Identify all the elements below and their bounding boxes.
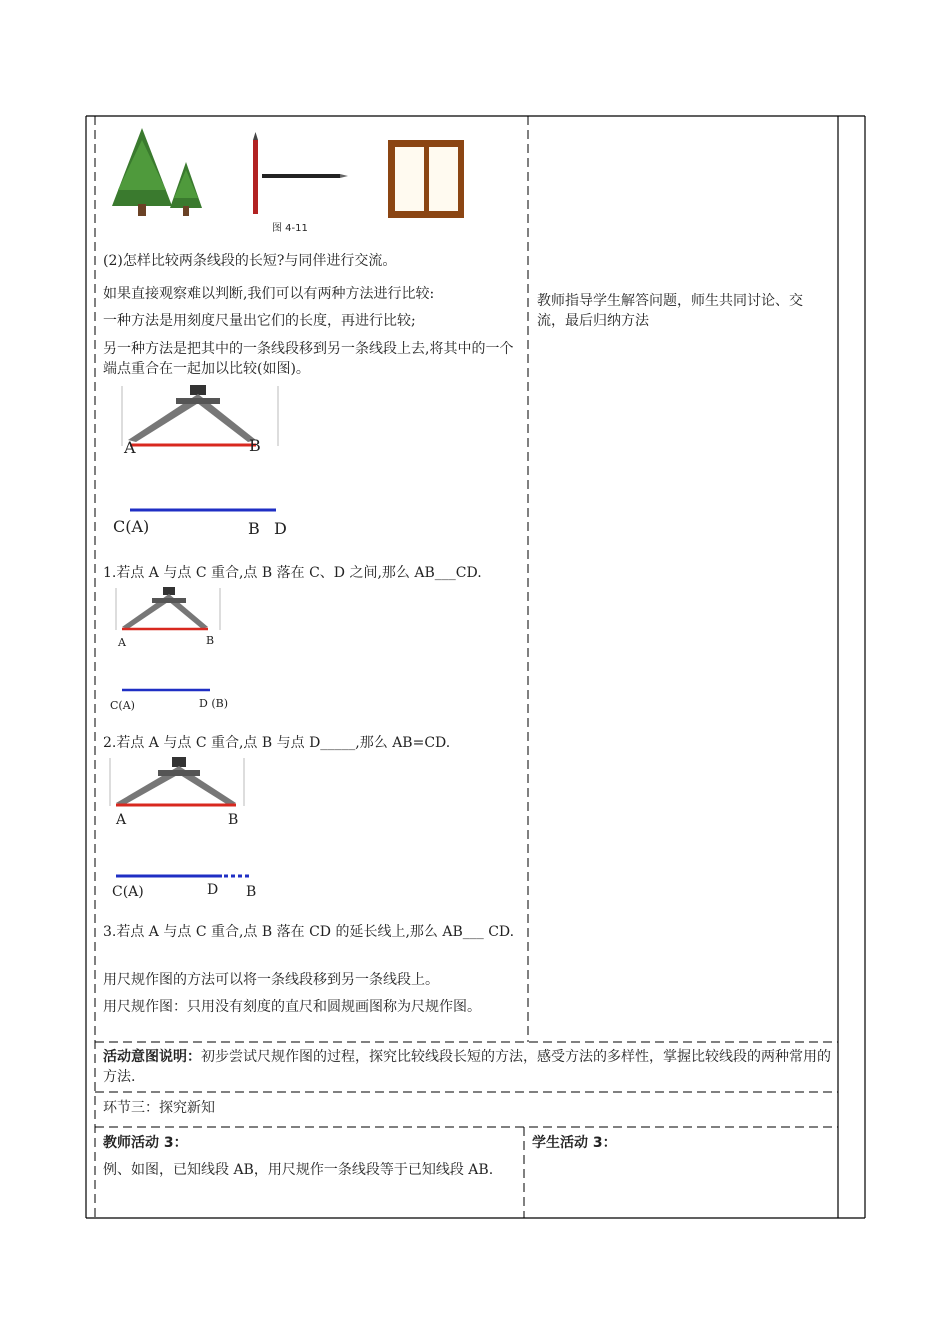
fig3-label-b2: B xyxy=(246,884,257,900)
method2-text: 另一种方法是把其中的一条线段移到另一条线段上去,将其中的一个端点重合在一起加以比较(如图)。 xyxy=(103,341,514,377)
teacher-activity-text: 例、如图，已知线段 AB，用尺规作一条线段等于已知线段 AB. xyxy=(103,1162,494,1178)
note2-text: 用尺规作图：只用没有刻度的直尺和圆规画图称为尺规作图。 xyxy=(103,999,481,1015)
fig1-label-ca: C(A) xyxy=(113,517,150,536)
case1-text: 1.若点 A 与点 C 重合,点 B 落在 C、D 之间,那么 AB___CD. xyxy=(103,565,482,581)
fig1-label-b: B xyxy=(249,436,261,455)
intent-text: 初步尝试尺规作图的过程，探究比较线段长短的方法，感受方法的多样性，掌握比较线段的两种常用的方法. xyxy=(103,1049,831,1085)
section-title: 环节三：探究新知 xyxy=(103,1100,215,1116)
fig3-label-d: D xyxy=(207,882,219,898)
case2-text: 2.若点 A 与点 C 重合,点 B 与点 D_____,那么 AB=CD. xyxy=(103,735,451,751)
student-activity-label: 学生活动 3： xyxy=(532,1135,617,1151)
teacher-activity-label: 教师活动 3： xyxy=(103,1135,188,1151)
question-text: (2)怎样比较两条线段的长短?与同伴进行交流。 xyxy=(103,253,397,269)
case3-text: 3.若点 A 与点 C 重合,点 B 落在 CD 的延长线上,那么 AB___ CD. xyxy=(103,924,515,940)
intent-label: 活动意图说明： xyxy=(103,1049,201,1065)
fig2-label-a: A xyxy=(118,636,126,649)
method1-text: 一种方法是用刻度尺量出它们的长度，再进行比较; xyxy=(103,313,416,329)
fig2-label-b: B xyxy=(206,634,215,647)
compass-icon xyxy=(116,757,236,805)
teacher-guide-text: 教师指导学生解答问题，师生共同讨论、交流，最后归纳方法 xyxy=(537,293,803,329)
fig1-label-d: D xyxy=(274,519,287,538)
fig3-label-b: B xyxy=(228,812,239,828)
note1-text: 用尺规作图的方法可以将一条线段移到另一条线段上。 xyxy=(103,972,439,988)
fig3-label-a: A xyxy=(116,812,127,828)
fig3-label-ca: C(A) xyxy=(112,884,144,900)
fig1-label-b2: B xyxy=(248,519,260,538)
activity-intent xyxy=(103,1047,833,1087)
fig2-label-ca: C(A) xyxy=(110,699,135,712)
intro-text: 如果直接观察难以判断,我们可以有两种方法进行比较: xyxy=(103,286,435,302)
fig1-label-a: A xyxy=(124,438,136,457)
figure-caption: 图 4-11 xyxy=(272,223,308,234)
fig2-label-db: D (B) xyxy=(199,697,228,710)
